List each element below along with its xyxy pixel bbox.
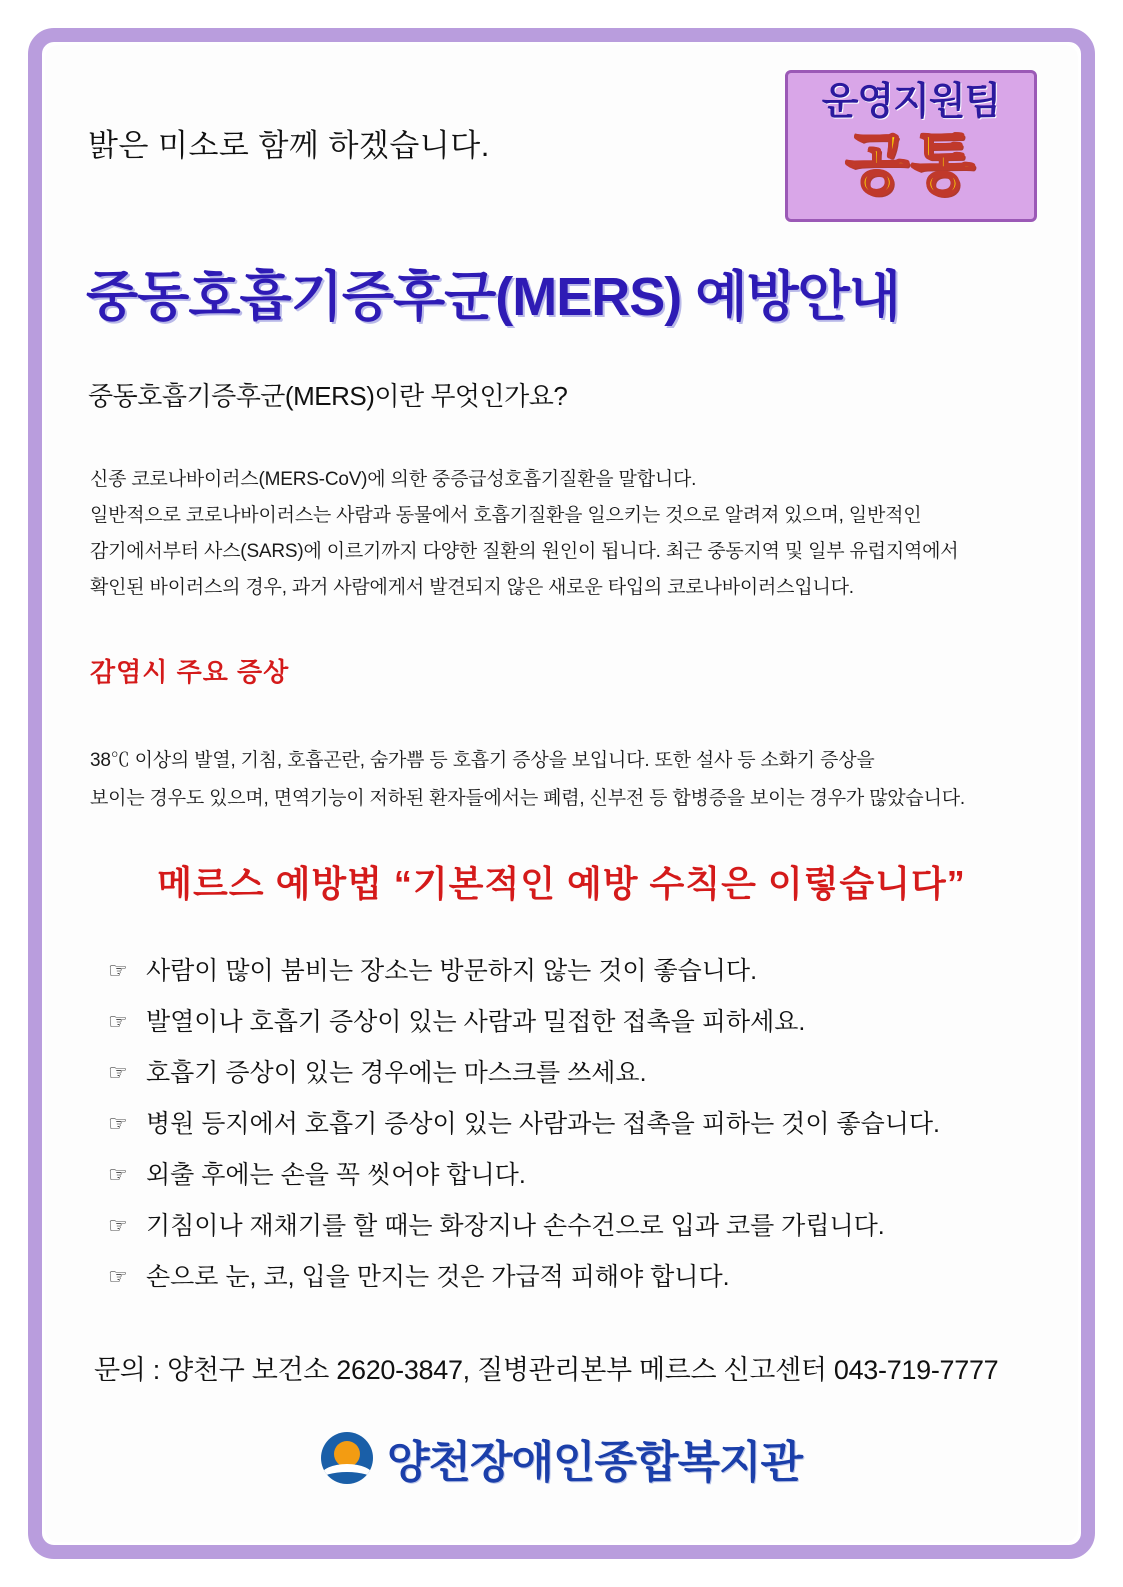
definition-paragraph xyxy=(90,462,1025,606)
sun-wave-logo-icon xyxy=(321,1432,373,1484)
pointing-hand-icon: ☞ xyxy=(108,1060,128,1085)
list-item-label: 호흡기 증상이 있는 경우에는 마스크를 쓰세요. xyxy=(146,1059,647,1087)
list-item-label: 외출 후에는 손을 꼭 씻어야 합니다. xyxy=(146,1161,526,1189)
page-title: 중동호흡기증후군(MERS) 예방안내 xyxy=(86,267,900,327)
list-item xyxy=(108,1158,1038,1194)
prevention-tips-list xyxy=(108,954,1038,1311)
list-item xyxy=(108,954,1038,990)
definition-heading: 중동호흡기증후군(MERS)이란 무엇인가요? xyxy=(88,381,568,411)
list-item-label: 사람이 많이 붐비는 장소는 방문하지 않는 것이 좋습니다. xyxy=(146,957,758,985)
list-item-label: 기침이나 재채기를 할 때는 화장지나 손수건으로 입과 코를 가립니다. xyxy=(146,1212,885,1240)
definition-line: 일반적으로 코로나바이러스는 사람과 동물에서 호흡기질환을 일으키는 것으로 알려져 있으며, 일반적인 xyxy=(90,505,922,526)
symptom-heading: 감염시 주요 증상 xyxy=(90,657,290,687)
list-item xyxy=(108,1005,1038,1041)
pointing-hand-icon: ☞ xyxy=(108,958,128,983)
list-item xyxy=(108,1056,1038,1092)
list-item-label: 병원 등지에서 호흡기 증상이 있는 사람과는 접촉을 피하는 것이 좋습니다. xyxy=(146,1110,940,1138)
team-badge-common-label: 공통 xyxy=(845,127,977,201)
greeting-text: 밝은 미소로 함께 하겠습니다. xyxy=(88,128,490,163)
list-item-label: 발열이나 호흡기 증상이 있는 사람과 밀접한 접촉을 피하세요. xyxy=(146,1008,806,1036)
pointing-hand-icon: ☞ xyxy=(108,1111,128,1136)
pointing-hand-icon: ☞ xyxy=(108,1264,128,1289)
symptom-paragraph xyxy=(90,742,1050,818)
organization-name: 양천장애인종합복지관 xyxy=(386,1438,803,1487)
pointing-hand-icon: ☞ xyxy=(108,1213,128,1238)
contact-info: 문의 : 양천구 보건소 2620-3847, 질병관리본부 메르스 신고센터 043-719-7777 xyxy=(94,1355,999,1385)
definition-line: 신종 코로나바이러스(MERS-CoV)에 의한 중증급성호흡기질환을 말합니다. xyxy=(90,469,697,490)
list-item-label: 손으로 눈, 코, 입을 만지는 것은 가급적 피해야 합니다. xyxy=(146,1263,730,1291)
list-item xyxy=(108,1209,1038,1245)
symptom-line: 보이는 경우도 있으며, 면역기능이 저하된 환자들에서는 폐렴, 신부전 등 합병증을 보이는 경우가 많았습니다. xyxy=(90,788,965,809)
prevention-heading: 메르스 예방법 “기본적인 예방 수칙은 이렇습니다” xyxy=(157,863,966,904)
pointing-hand-icon: ☞ xyxy=(108,1162,128,1187)
footer-logo xyxy=(60,1426,1063,1490)
list-item xyxy=(108,1260,1038,1296)
definition-line: 감기에서부터 사스(SARS)에 이르기까지 다양한 질환의 원인이 됩니다. 최근 중동지역 및 일부 유럽지역에서 xyxy=(90,541,959,562)
team-badge-team-label: 운영지원팀 xyxy=(821,81,1001,123)
symptom-line: 38℃ 이상의 발열, 기침, 호흡곤란, 숨가쁨 등 호흡기 증상을 보입니다. 또한 설사 등 소화기 증상을 xyxy=(90,750,875,771)
pointing-hand-icon: ☞ xyxy=(108,1009,128,1034)
poster-content xyxy=(60,56,1063,1531)
list-item xyxy=(108,1107,1038,1143)
definition-line: 확인된 바이러스의 경우, 과거 사람에게서 발견되지 않은 새로운 타입의 코로나바이러스입니다. xyxy=(90,577,854,598)
team-badge xyxy=(785,70,1037,222)
